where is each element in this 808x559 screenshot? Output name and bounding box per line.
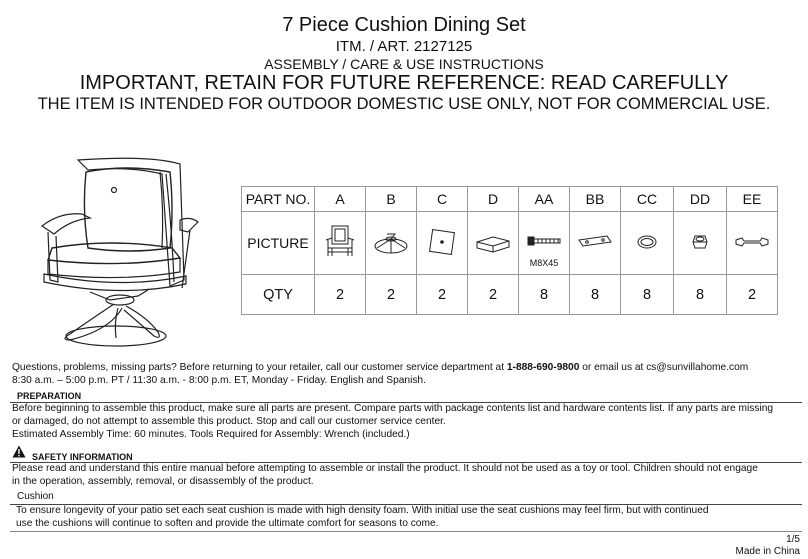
part-id: BB [570, 187, 621, 212]
swivel-base-icon [371, 222, 411, 262]
contact-email-text: or email us at cs@sunvillahome.com [579, 362, 749, 373]
row-label: QTY [242, 275, 315, 315]
part-qty: 8 [674, 275, 727, 315]
part-qty: 2 [468, 275, 519, 315]
cushion-line: use the cushions will continue to soften and provide the ultimate comfort for seasons to come. [16, 518, 439, 529]
parts-table [241, 186, 778, 315]
cushion-icon [473, 222, 513, 262]
plate-icon [575, 222, 615, 262]
document-title: 7 Piece Cushion Dining Set [282, 14, 526, 36]
safety-line: Please read and understand this entire manual before attempting to assemble or install the product. It should not be used as a toy or tool. Children should not engage [12, 463, 758, 474]
row-label: PICTURE [242, 212, 315, 275]
preparation-line: Estimated Assembly Time: 60 minutes. Tools Required for Assembly: Wrench (included.) [12, 429, 410, 440]
part-number-row [242, 187, 778, 212]
part-qty: 2 [417, 275, 468, 315]
contact-line-2: 8:30 a.m. – 5:00 p.m. PT / 11:30 a.m. - 8:00 p.m. ET, Monday - Friday. English and Spanish. [12, 375, 426, 386]
part-id: B [366, 187, 417, 212]
cushion-line: To ensure longevity of your patio set each seat cushion is made with high density foam. With initial use the seat cushions may feel firm, but with continued [16, 505, 709, 516]
part-qty: 2 [366, 275, 417, 315]
preparation-line: Before beginning to assemble this product, make sure all parts are present. Compare parts with package contents list and hardware contents list. If any parts are missing [12, 403, 774, 414]
chair-frame-icon [320, 222, 360, 262]
divider [10, 531, 802, 532]
part-id: DD [674, 187, 727, 212]
wrench-icon [732, 222, 772, 262]
part-id: D [468, 187, 519, 212]
part-qty: 8 [519, 275, 570, 315]
safety-heading: SAFETY INFORMATION [32, 452, 133, 462]
safety-line: in the operation, assembly, removal, or disassembly of the product. [12, 476, 314, 487]
bolt-icon [524, 227, 564, 257]
part-qty: 8 [621, 275, 674, 315]
contact-text: Questions, problems, missing parts? Before returning to your retailer, call our customer service department at [12, 362, 507, 373]
preparation-heading: PREPARATION [17, 391, 82, 401]
washer-icon [627, 222, 667, 262]
document-subtitle: ASSEMBLY / CARE & USE INSTRUCTIONS [264, 56, 544, 72]
part-id: A [315, 187, 366, 212]
important-notice: IMPORTANT, RETAIN FOR FUTURE REFERENCE: READ CAREFULLY [79, 72, 729, 94]
picture-row [242, 212, 778, 275]
part-qty: 2 [727, 275, 778, 315]
preparation-line: or damaged, do not attempt to assemble this product. Stop and call our customer service center. [12, 416, 446, 427]
seat-panel-icon [422, 222, 462, 262]
usage-notice: THE ITEM IS INTENDED FOR OUTDOOR DOMESTIC USE ONLY, NOT FOR COMMERCIAL USE. [37, 95, 771, 113]
item-number: ITM. / ART. 2127125 [335, 38, 473, 55]
cushion-heading: Cushion [17, 491, 54, 502]
part-id: EE [727, 187, 778, 212]
phone-number: 1-888-690-9800 [506, 362, 580, 373]
part-qty: 8 [570, 275, 621, 315]
bolt-size-label: M8X45 [529, 258, 559, 268]
page-number: 1/5 [786, 534, 800, 545]
part-qty: 2 [315, 275, 366, 315]
quantity-row [242, 275, 778, 315]
contact-line-1 [12, 362, 748, 375]
part-id: AA [519, 187, 570, 212]
row-label: PART NO. [242, 187, 315, 212]
made-in-label: Made in China [735, 546, 800, 557]
part-id: C [417, 187, 468, 212]
part-id: CC [621, 187, 674, 212]
swivel-chair-illustration [30, 150, 230, 350]
nut-icon [680, 222, 720, 262]
